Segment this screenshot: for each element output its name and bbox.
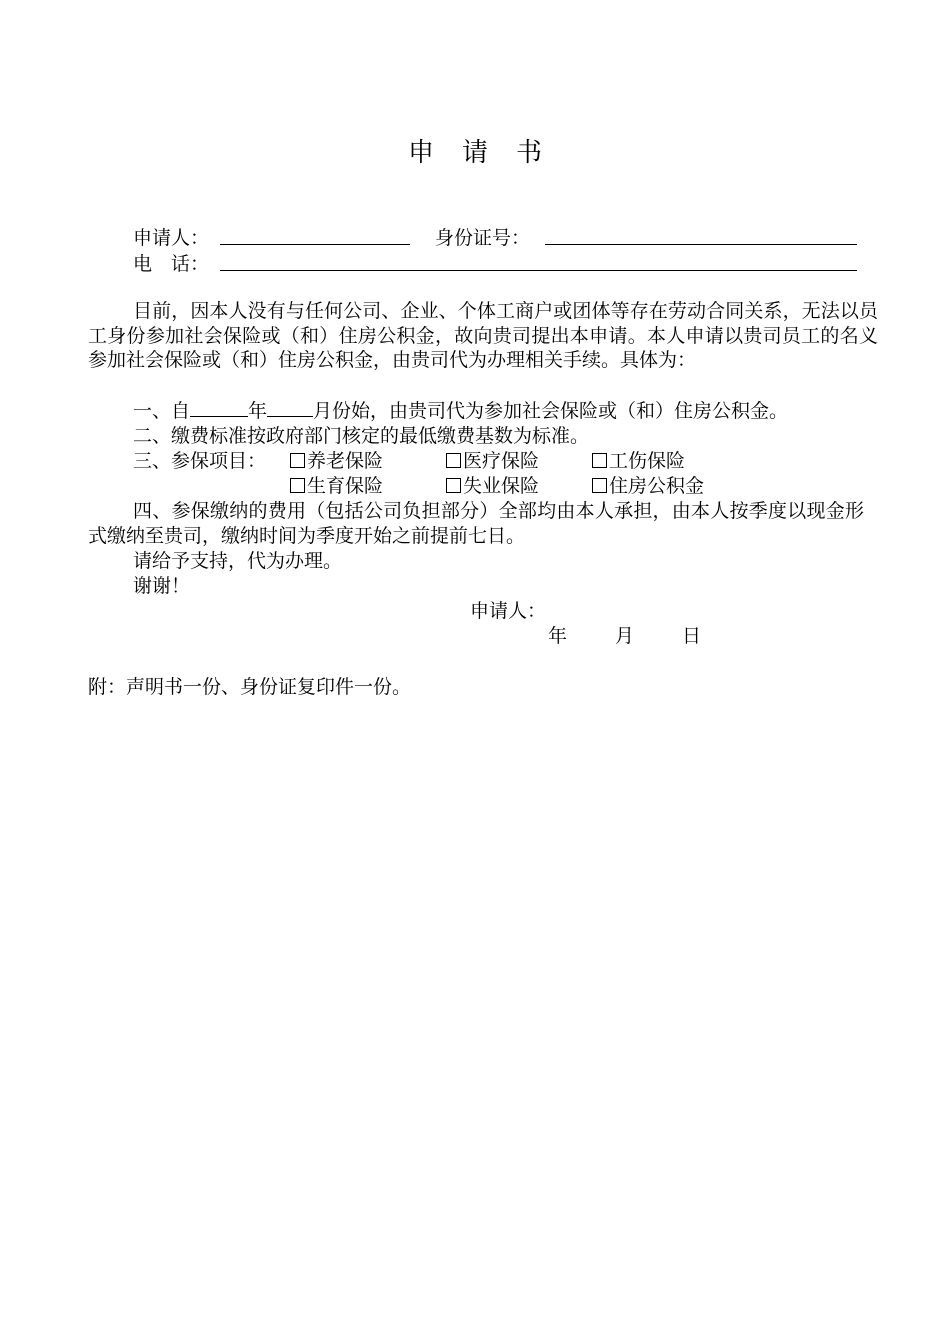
request-line: 请给予支持，代为办理。 — [133, 550, 343, 572]
signature-day: 日 — [682, 625, 702, 647]
checkbox-medical[interactable] — [446, 449, 539, 473]
item-1-year: 年 — [248, 400, 268, 422]
item-1-prefix: 一、自 — [133, 400, 191, 422]
checkbox-label: 生育保险 — [307, 475, 384, 497]
checkbox-maternity[interactable] — [290, 474, 383, 498]
signature-month: 月 — [615, 625, 635, 647]
checkbox-icon — [592, 478, 607, 493]
checkbox-pension[interactable] — [290, 449, 383, 473]
id-number-field[interactable] — [545, 244, 857, 245]
checkbox-icon — [290, 453, 305, 468]
thanks-line: 谢谢！ — [133, 575, 191, 597]
applicant-label: 申请人： — [133, 227, 210, 249]
signature-applicant-label: 申请人： — [470, 600, 547, 622]
phone-field[interactable] — [220, 270, 857, 271]
start-month-field[interactable] — [267, 399, 313, 417]
id-number-label: 身份证号： — [435, 227, 531, 249]
checkbox-icon — [446, 453, 461, 468]
document-title — [0, 132, 950, 169]
title-char: 申 — [407, 138, 434, 168]
checkbox-housing-fund[interactable] — [592, 474, 704, 498]
checkbox-work-injury[interactable] — [592, 449, 685, 473]
checkbox-icon — [592, 453, 607, 468]
attachment-note: 附：声明书一份、身份证复印件一份。 — [88, 676, 412, 698]
title-char: 请 — [461, 138, 488, 168]
intro-paragraph: 目前，因本人没有与任何公司、企业、个体工商户或团体等存在劳动合同关系，无法以员工身份参加社会保险或（和）住房公积金，故向贵司提出本申请。本人申请以贵司员工的名义参加社会保险或（和）住房公积金，由贵司代为办理相关手续。具体为： — [88, 300, 878, 371]
item-3-label: 三、参保项目： — [133, 450, 267, 472]
checkbox-icon — [446, 478, 461, 493]
checkbox-label: 住房公积金 — [609, 475, 705, 497]
checkbox-label: 工伤保险 — [609, 450, 686, 472]
signature-year: 年 — [548, 625, 568, 647]
item-2: 二、缴费标准按政府部门核定的最低缴费基数为标准。 — [133, 425, 590, 447]
phone-label: 电 话： — [133, 253, 210, 275]
applicant-name-field[interactable] — [220, 244, 410, 245]
checkbox-label: 医疗保险 — [463, 450, 540, 472]
start-year-field[interactable] — [190, 399, 248, 417]
checkbox-unemployment[interactable] — [446, 474, 539, 498]
checkbox-icon — [290, 478, 305, 493]
item-1-suffix: 月份始，由贵司代为参加社会保险或（和）住房公积金。 — [313, 400, 789, 422]
title-char: 书 — [516, 138, 543, 168]
checkbox-label: 养老保险 — [307, 450, 384, 472]
checkbox-label: 失业保险 — [463, 475, 540, 497]
item-4: 四、参保缴纳的费用（包括公司负担部分）全部均由本人承担，由本人按季度以现金形式缴纳至贵司，缴纳时间为季度开始之前提前七日。 — [88, 500, 864, 547]
item-1 — [133, 399, 788, 423]
